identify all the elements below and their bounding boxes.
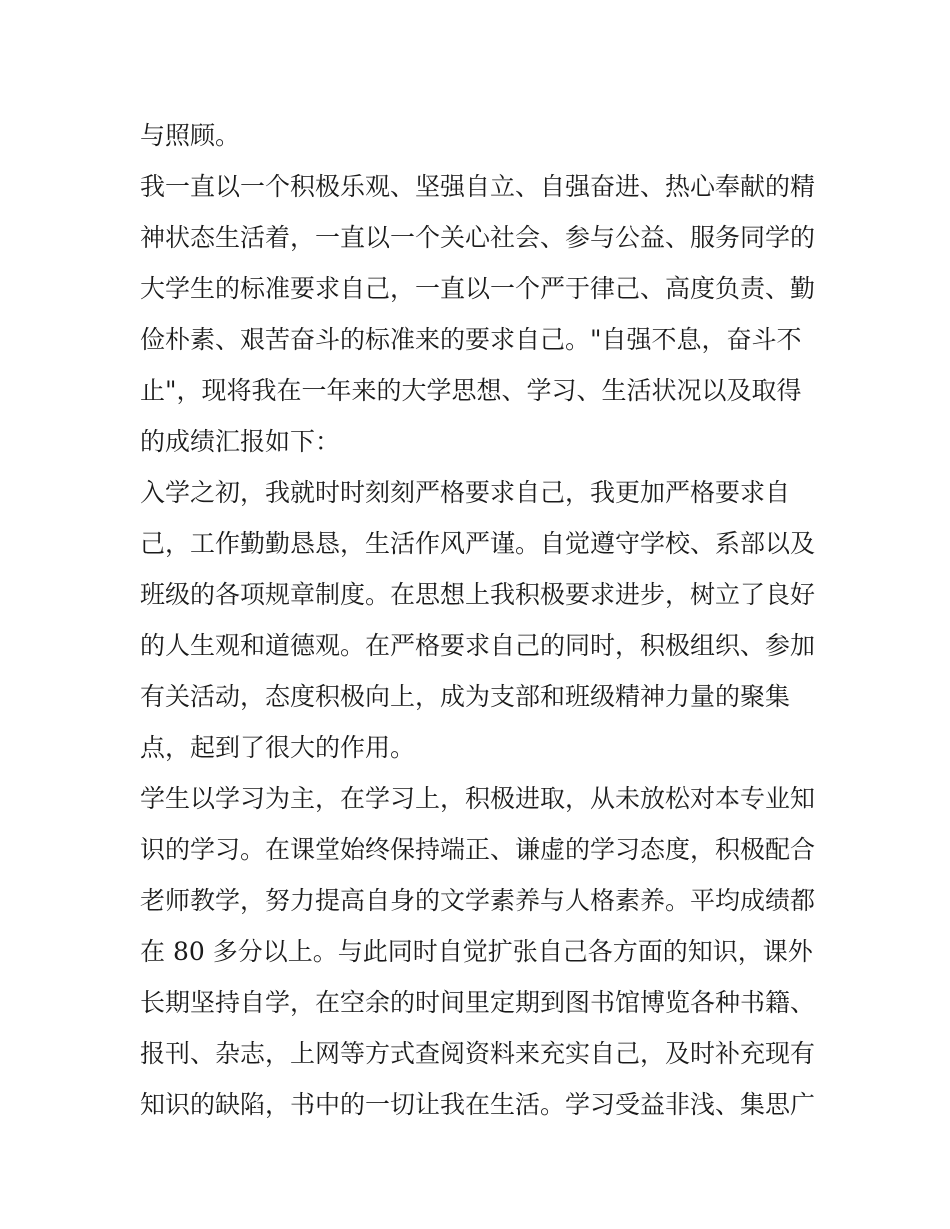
text-line: 知识的缺陷，书中的一切让我在生活。学习受益非浅、集思广 bbox=[140, 1090, 816, 1119]
text-line: 班级的各项规章制度。在思想上我积极要求进步，树立了良好 bbox=[140, 580, 816, 609]
text-line: 在 80 多分以上。与此同时自觉扩张自己各方面的知识，课外 bbox=[140, 937, 813, 966]
text-line: 有关活动，态度积极向上，成为支部和班级精神力量的聚集 bbox=[140, 682, 791, 711]
document-body bbox=[140, 110, 820, 1130]
text-line: 入学之初，我就时时刻刻严格要求自己，我更加严格要求自 bbox=[140, 478, 791, 507]
text-line: 的成绩汇报如下： bbox=[140, 427, 341, 456]
text-line: 神状态生活着，一直以一个关心社会、参与公益、服务同学的 bbox=[140, 223, 816, 252]
text-line: 识的学习。在课堂始终保持端正、谦虚的学习态度，积极配合 bbox=[140, 835, 816, 864]
text-line: 老师教学，努力提高自身的文学素养与人格素养。平均成绩都 bbox=[140, 886, 816, 915]
text-line: 止"，现将我在一年来的大学思想、学习、生活状况以及取得 bbox=[140, 376, 802, 405]
text-line: 与照顾。 bbox=[140, 121, 241, 150]
text-line: 俭朴素、艰苦奋斗的标准来的要求自己。"自强不息，奋斗不 bbox=[140, 325, 802, 354]
text-line: 长期坚持自学，在空余的时间里定期到图书馆博览各种书籍、 bbox=[140, 988, 816, 1017]
text-line: 的人生观和道德观。在严格要求自己的同时，积极组织、参加 bbox=[140, 631, 816, 660]
text-line: 点，起到了很大的作用。 bbox=[140, 733, 416, 762]
text-line: 我一直以一个积极乐观、坚强自立、自强奋进、热心奉献的精 bbox=[140, 172, 816, 201]
text-line: 大学生的标准要求自己，一直以一个严于律己、高度负责、勤 bbox=[140, 274, 816, 303]
text-line: 学生以学习为主，在学习上，积极进取，从未放松对本专业知 bbox=[140, 784, 816, 813]
text-line: 己，工作勤勤恳恳，生活作风严谨。自觉遵守学校、系部以及 bbox=[140, 529, 816, 558]
text-line: 报刊、杂志，上网等方式查阅资料来充实自己，及时补充现有 bbox=[140, 1039, 816, 1068]
